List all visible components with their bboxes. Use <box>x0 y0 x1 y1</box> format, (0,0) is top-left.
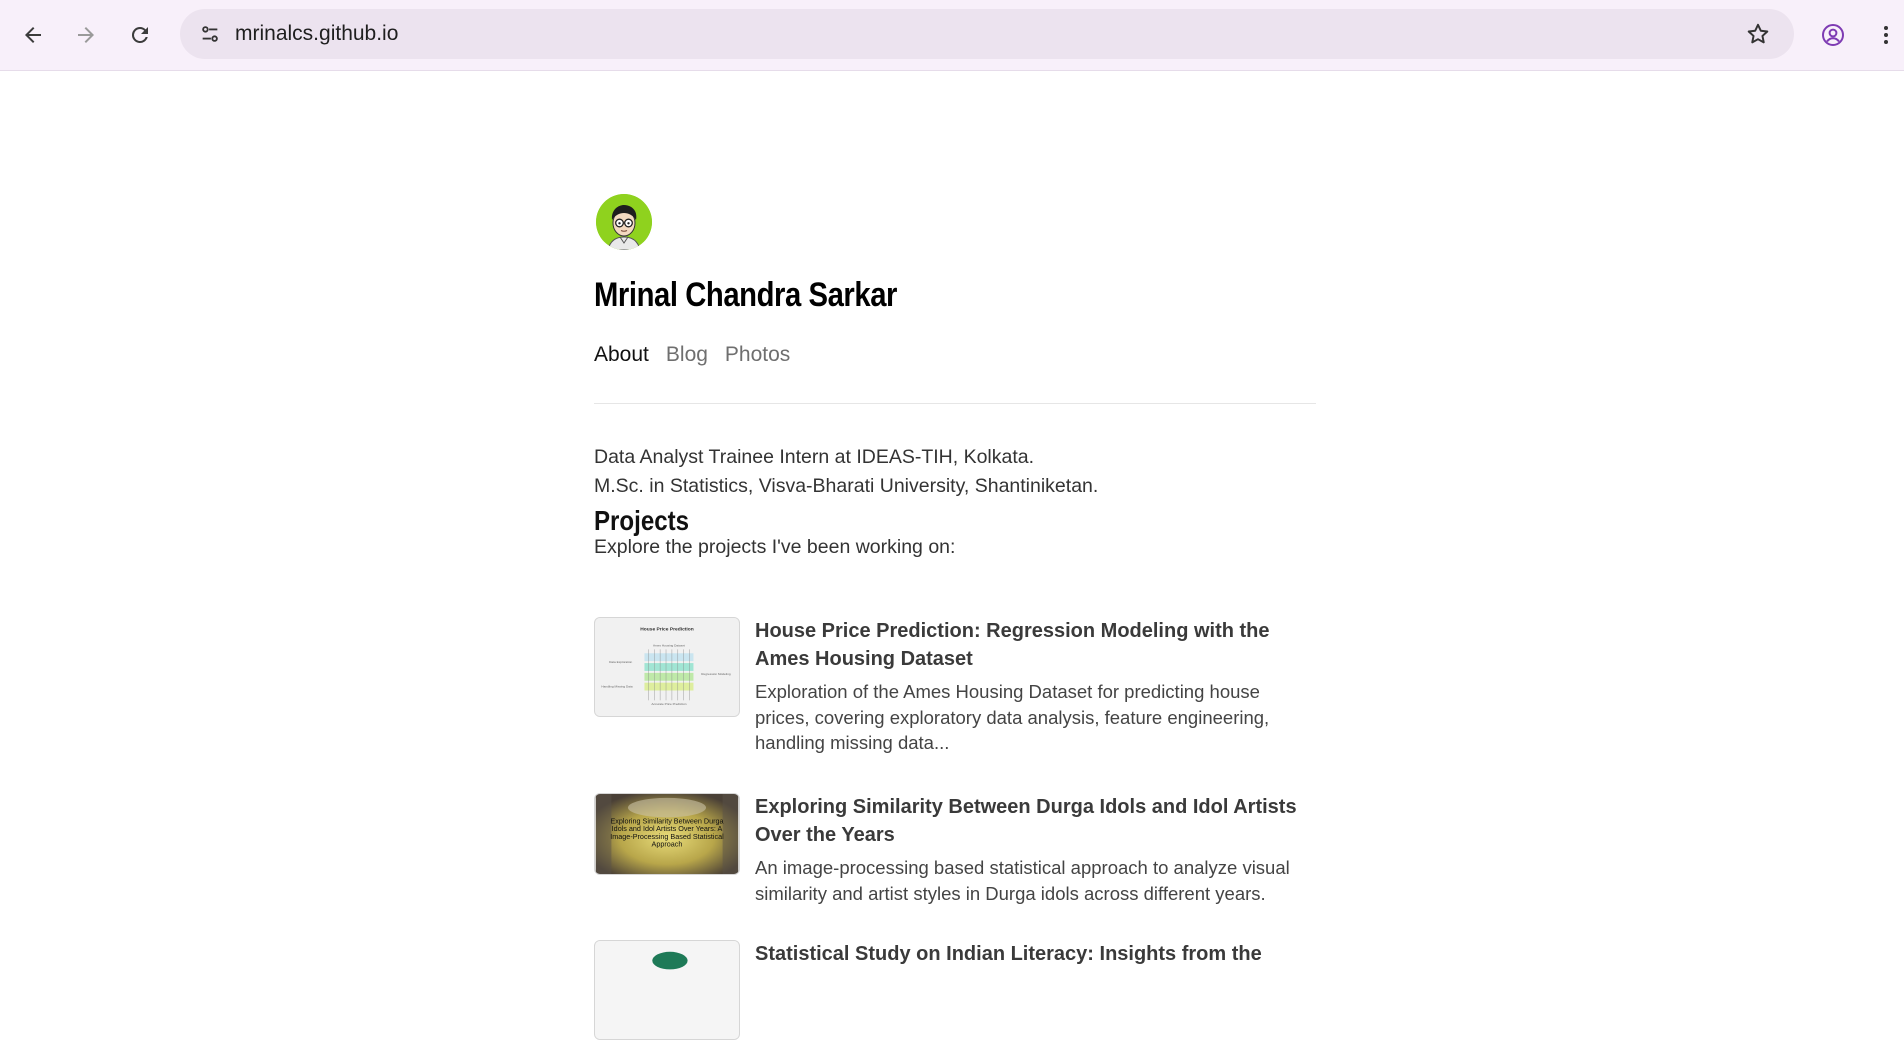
projects-heading: Projects <box>594 505 690 536</box>
project-thumbnail[interactable] <box>594 617 740 717</box>
thumb-overlay-text: Exploring Similarity Between Durga Idols and Idol Artists Over Years: A Image-Processing Based Statistical Approach <box>610 817 724 849</box>
project-card[interactable] <box>594 617 1316 757</box>
bio-line-education: M.Sc. in Statistics, Visva-Bharati University, Shantiniketan. <box>594 475 1099 497</box>
avatar[interactable] <box>596 194 652 250</box>
thumb-label: Accurate Price Prediction <box>651 702 687 707</box>
back-button[interactable] <box>15 17 51 53</box>
browser-menu-button[interactable] <box>1868 17 1904 53</box>
project-description: Exploration of the Ames Housing Dataset for predicting house prices, covering exploratory data analysis, feature engineering, handling missing data... <box>755 681 1270 753</box>
project-description: An image-processing based statistical approach to analyze visual similarity and artist styles in Durga idols across different years. <box>755 857 1290 904</box>
reload-button[interactable] <box>122 17 158 53</box>
thumb-label: Handling Missing Data <box>601 684 633 689</box>
projects-subtitle: Explore the projects I've been working on: <box>594 536 956 558</box>
url-text[interactable]: mrinalcs.github.io <box>235 22 399 45</box>
address-bar[interactable] <box>180 9 1794 59</box>
site-title[interactable]: Mrinal Chandra Sarkar <box>594 276 897 314</box>
project-thumbnail[interactable] <box>594 793 740 875</box>
project-title[interactable]: Statistical Study on Indian Literacy: Insights from the <box>755 943 1262 965</box>
project-card[interactable] <box>594 793 1316 913</box>
project-thumbnail-diagram <box>595 618 739 716</box>
thumb-label: Regression Modeling <box>701 671 731 676</box>
thumb-label: Data Exploration <box>609 660 633 665</box>
header-divider <box>594 403 1316 404</box>
project-thumbnail-map <box>595 941 739 1039</box>
browser-toolbar <box>0 0 1904 71</box>
profile-button[interactable] <box>1815 17 1851 53</box>
forward-arrow-icon <box>74 23 98 47</box>
site-info-icon <box>199 23 221 45</box>
project-card[interactable] <box>594 940 1316 1000</box>
back-arrow-icon <box>21 23 45 47</box>
bookmark-button[interactable] <box>1744 20 1772 48</box>
reload-icon <box>128 23 152 47</box>
avatar-cartoon-portrait <box>596 194 652 250</box>
profile-icon <box>1821 23 1845 47</box>
project-thumbnail-idol-image <box>595 794 739 874</box>
project-title[interactable]: Exploring Similarity Between Durga Idols and Idol Artists Over the Years <box>755 796 1297 846</box>
kebab-menu-icon <box>1874 23 1898 47</box>
project-title[interactable]: House Price Prediction: Regression Modeling with the Ames Housing Dataset <box>755 620 1270 670</box>
site-info-button[interactable] <box>194 18 226 50</box>
thumb-heading: House Price Prediction <box>640 627 694 633</box>
nav-photos[interactable]: Photos <box>724 343 791 366</box>
nav-about[interactable]: About <box>594 343 649 366</box>
bio <box>594 443 1098 501</box>
bio-line-role: Data Analyst Trainee Intern at IDEAS-TIH, Kolkata. <box>594 446 1035 468</box>
thumb-label: Ames Housing Dataset <box>652 643 685 648</box>
site-nav <box>594 343 790 367</box>
bookmark-star-icon <box>1745 21 1771 47</box>
forward-button[interactable] <box>68 17 104 53</box>
project-thumbnail[interactable] <box>594 940 740 1040</box>
nav-blog[interactable]: Blog <box>665 343 708 366</box>
